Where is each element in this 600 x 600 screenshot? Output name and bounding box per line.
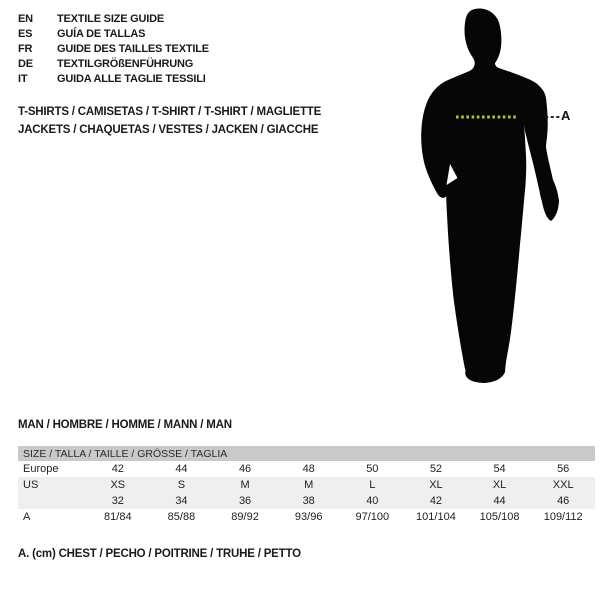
lang-label: GUÍA DE TALLAS	[57, 28, 146, 40]
cell: 85/88	[167, 511, 196, 523]
size-table-header: SIZE / TALLA / TAILLE / GRÖSSE / TAGLIA	[18, 446, 595, 461]
size-table	[18, 446, 595, 525]
size-table-header-row	[18, 446, 595, 461]
cell: 36	[213, 493, 277, 509]
cell: XXL	[531, 477, 595, 493]
table-row-chest-cm	[18, 509, 595, 525]
table-row-alt-size	[18, 493, 595, 509]
man-silhouette-figure	[390, 0, 590, 400]
cell: XS	[86, 477, 150, 493]
cell: L	[341, 477, 405, 493]
cell: 44	[175, 463, 188, 475]
table-row-us	[18, 477, 595, 493]
cell: 52	[429, 463, 443, 475]
lang-code: FR	[18, 43, 33, 55]
measure-footnote: A. (cm) CHEST / PECHO / POITRINE / TRUHE / PETTO	[18, 548, 301, 560]
lang-code: IT	[18, 73, 28, 85]
language-list	[18, 12, 209, 87]
category-lines	[18, 104, 321, 139]
cell: 46	[531, 493, 595, 509]
row-label	[18, 493, 86, 509]
lang-label: GUIDA ALLE TAGLIE TESSILI	[57, 73, 206, 85]
section-title-man: MAN / HOMBRE / HOMME / MANN / MAN	[18, 419, 232, 431]
row-label: Europe	[23, 463, 59, 475]
cell: XL	[468, 477, 532, 493]
lang-label: GUIDE DES TAILLES TEXTILE	[57, 43, 209, 55]
cell: 105/108	[479, 511, 520, 523]
cell: 32	[86, 493, 150, 509]
row-label: A	[23, 511, 31, 523]
cell: M	[213, 477, 277, 493]
cell: 38	[277, 493, 341, 509]
lang-code: DE	[18, 58, 33, 70]
cell: 97/100	[355, 511, 390, 523]
lang-code: ES	[18, 28, 33, 40]
cell: 89/92	[231, 511, 259, 523]
cell: M	[277, 477, 341, 493]
cell: 93/96	[294, 511, 323, 523]
cell: 40	[341, 493, 405, 509]
cell: 81/84	[104, 511, 132, 523]
category-line-jackets: JACKETS / CHAQUETAS / VESTES / JACKEN / GIACCHE	[18, 123, 319, 136]
cell: 42	[404, 493, 468, 509]
cell: 42	[111, 463, 124, 475]
cell: 101/104	[416, 511, 456, 523]
category-line-tshirts: T-SHIRTS / CAMISETAS / T-SHIRT / T-SHIRT / MAGLIETTE	[18, 106, 322, 118]
man-silhouette	[421, 9, 559, 383]
lang-label: TEXTILGRÖßENFÜHRUNG	[57, 58, 194, 70]
man-silhouette-svg	[390, 0, 590, 400]
cell: XL	[404, 477, 468, 493]
cell: 44	[468, 493, 532, 509]
cell: 46	[238, 463, 252, 475]
table-row-europe	[18, 461, 595, 477]
lang-label: TEXTILE SIZE GUIDE	[57, 13, 165, 25]
cell: 48	[302, 463, 315, 475]
cell: 56	[557, 463, 570, 475]
cell: 50	[366, 463, 379, 475]
cell: S	[150, 477, 214, 493]
cell: 34	[150, 493, 214, 509]
cell: 54	[493, 463, 506, 475]
cell: 109/112	[543, 511, 583, 523]
row-label: US	[18, 477, 86, 493]
lang-code: EN	[18, 13, 33, 25]
measure-label-a: A	[561, 108, 571, 123]
